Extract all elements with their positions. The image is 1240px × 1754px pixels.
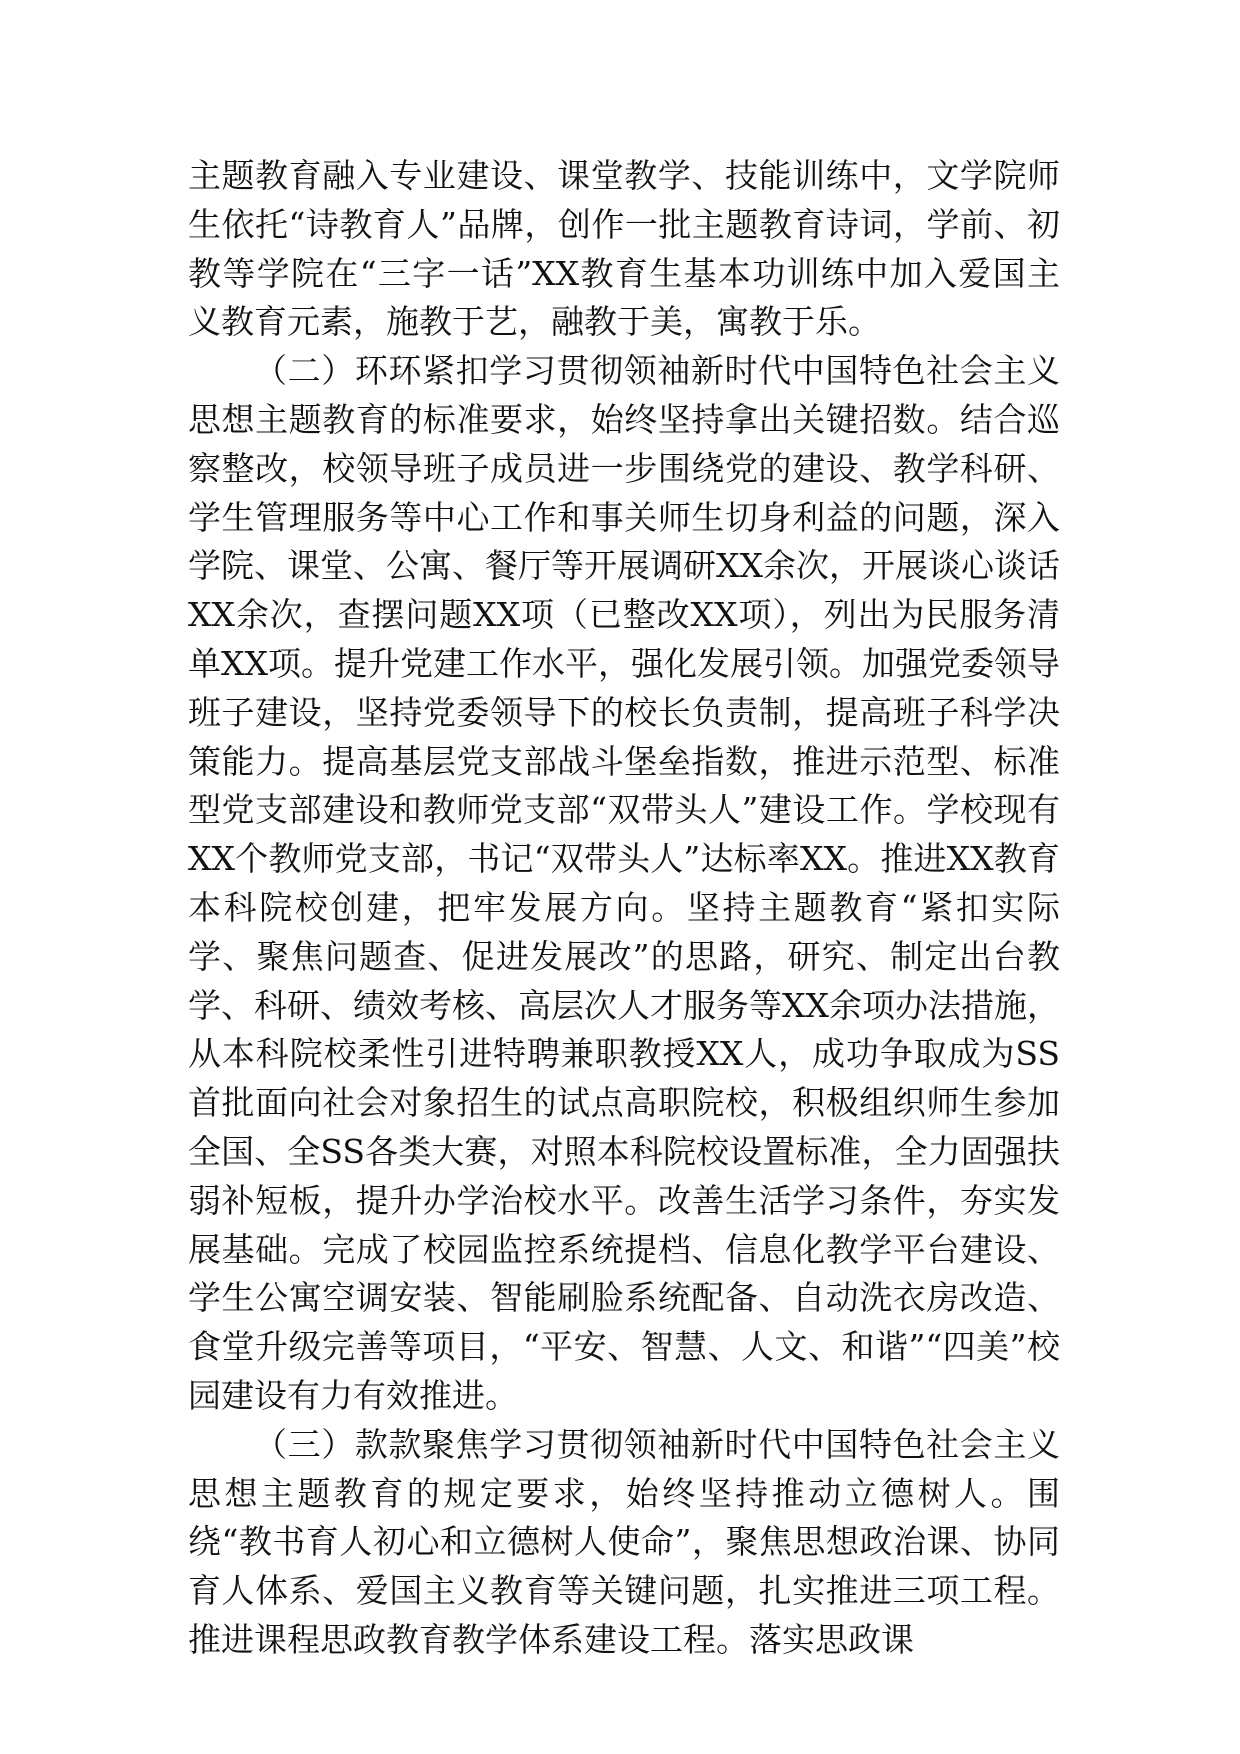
paragraph-continuation: 主题教育融入专业建设、课堂教学、技能训练中，文学院师生依托“诗教育人”品牌，创作一批主题教育诗词，学前、初教等学院在“三字一话”XX教育生基本功训练中加入爱国主义教育元素，施教于艺，融教于美，寓教于乐。 [188,156,1060,342]
paragraph-section-2: （二）环环紧扣学习贯彻领袖新时代中国特色社会主义思想主题教育的标准要求，始终坚持拿出关键招数。结合巡察整改，校领导班子成员进一步围绕党的建设、教学科研、学生管理服务等中心工作和事关师生切身利益的问题，深入学院、课堂、公寓、餐厅等开展调研XX余次，开展谈心谈话XX余次，查摆问题XX项（已整改XX项），列出为民服务清单XX项。提升党建工作水平，强化发展引领。加强党委领导班子建设，坚持党委领导下的校长负责制，提高班子科学决策能力。提高基层党支部战斗堡垒指数，推进示范型、标准型党支部建设和教师党支部“双带头人”建设工作。学校现有XX个教师党支部，书记“双带头人”达标率XX。推进XX教育本科院校创建，把牢发展方向。坚持主题教育“紧扣实际学、聚焦问题查、促进发展改”的思路，研究、制定出台教学、科研、绩效考核、高层次人才服务等XX余项办法措施，从本科院校柔性引进特聘兼职教授XX人，成功争取成为SS首批面向社会对象招生的试点高职院校，积极组织师生参加全国、全SS各类大赛，对照本科院校设置标准，全力固强扶弱补短板，提升办学治校水平。改善生活学习条件，夯实发展基础。完成了校园监控系统提档、信息化教学平台建设、学生公寓空调安装、智能刷脸系统配备、自动洗衣房改造、食堂升级完善等项目，“平安、智慧、人文、和谐”“四美”校园建设有力有效推进。 [188,351,1060,1415]
paragraph-section-3: （三）款款聚焦学习贯彻领袖新时代中国特色社会主义思想主题教育的规定要求，始终坚持推动立德树人。围绕“教书育人初心和立德树人使命”，聚焦思想政治课、协同育人体系、爱国主义教育等关键问题，扎实推进三项工程。推进课程思政教育教学体系建设工程。落实思政课 [188,1424,1060,1659]
document-page [188,152,1060,1665]
